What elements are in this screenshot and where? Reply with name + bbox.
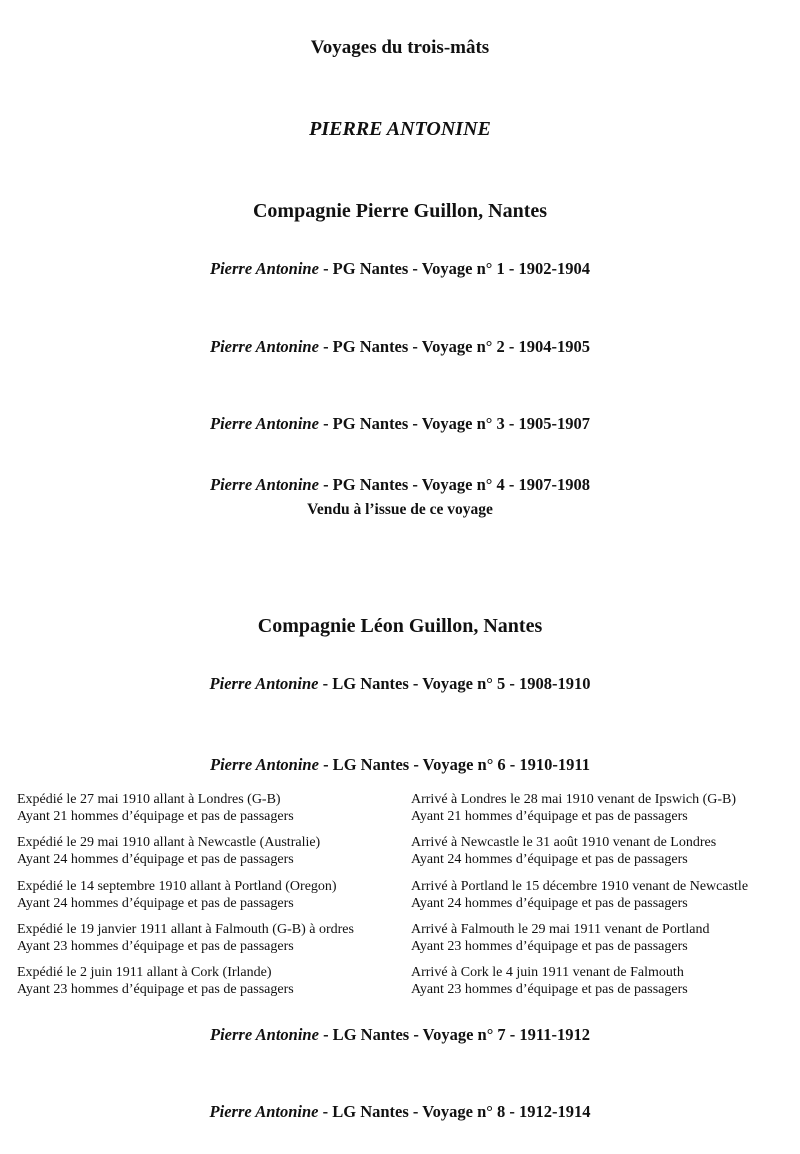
voyage-heading-3 <box>0 414 800 434</box>
arrival-text: Arrivé à Londres le 28 mai 1910 venant de Ipswich (G-B) <box>411 792 737 807</box>
voyage-ship-name: Pierre Antonine <box>209 755 319 774</box>
voyage-heading-8 <box>0 1102 800 1122</box>
departure-text: Expédié le 2 juin 1911 allant à Cork (Irlande) <box>17 965 272 980</box>
voyage-ship-name: Pierre Antonine <box>209 674 319 693</box>
departure-entry <box>17 964 294 998</box>
voyage-ship-name: Pierre Antonine <box>209 1025 319 1044</box>
departure-entry <box>17 878 337 912</box>
voyage-label: - LG Nantes - Voyage n° 6 - 1910-1911 <box>318 755 591 774</box>
arrival-text: Arrivé à Newcastle le 31 août 1910 venant de Londres <box>411 835 717 850</box>
document-title: Voyages du trois-mâts <box>310 37 490 58</box>
arrival-entry <box>411 878 748 912</box>
departure-text: Expédié le 27 mai 1910 allant à Londres (G-B) <box>17 792 281 807</box>
voyage-label: - PG Nantes - Voyage n° 3 - 1905-1907 <box>318 414 590 433</box>
ship-name-title: PIERRE ANTONINE <box>309 118 491 140</box>
voyage-label: - LG Nantes - Voyage n° 8 - 1912-1914 <box>318 1102 591 1121</box>
voyage-label: - PG Nantes - Voyage n° 2 - 1904-1905 <box>318 337 590 356</box>
arrival-crew-text: Ayant 24 hommes d’équipage et pas de passagers <box>411 896 688 911</box>
arrival-entry <box>411 921 709 955</box>
voyage-heading-6 <box>0 755 800 775</box>
voyage-label: - PG Nantes - Voyage n° 1 - 1902-1904 <box>318 259 590 278</box>
departure-crew-text: Ayant 24 hommes d’équipage et pas de passagers <box>17 896 294 911</box>
departure-crew-text: Ayant 21 hommes d’équipage et pas de passagers <box>17 809 294 824</box>
voyage-ship-name: Pierre Antonine <box>209 475 319 494</box>
voyage-label: - LG Nantes - Voyage n° 5 - 1908-1910 <box>318 674 591 693</box>
voyage-heading-5 <box>0 674 800 694</box>
arrival-text: Arrivé à Portland le 15 décembre 1910 venant de Newcastle <box>411 879 749 894</box>
arrival-crew-text: Ayant 24 hommes d’équipage et pas de passagers <box>411 852 688 867</box>
voyage-label: - PG Nantes - Voyage n° 4 - 1907-1908 <box>318 475 590 494</box>
departure-crew-text: Ayant 23 hommes d’équipage et pas de passagers <box>17 982 294 997</box>
voyage-heading-4 <box>0 475 800 495</box>
voyage-heading-7 <box>0 1025 800 1045</box>
arrival-entry <box>411 964 688 998</box>
voyage-heading-1 <box>0 259 800 279</box>
arrival-text: Arrivé à Falmouth le 29 mai 1911 venant de Portland <box>411 922 710 937</box>
arrival-crew-text: Ayant 21 hommes d’équipage et pas de passagers <box>411 809 688 824</box>
company-heading-leon-guillon: Compagnie Léon Guillon, Nantes <box>257 615 543 637</box>
voyage-note-sold: Vendu à l’issue de ce voyage <box>307 501 493 518</box>
voyage-ship-name: Pierre Antonine <box>209 414 319 433</box>
arrival-text: Arrivé à Cork le 4 juin 1911 venant de Falmouth <box>411 965 684 980</box>
arrival-entry <box>411 791 736 825</box>
voyage-label: - LG Nantes - Voyage n° 7 - 1911-1912 <box>318 1025 591 1044</box>
company-heading-pierre-guillon: Compagnie Pierre Guillon, Nantes <box>252 200 548 222</box>
departure-crew-text: Ayant 24 hommes d’équipage et pas de passagers <box>17 852 294 867</box>
departure-entry <box>17 791 294 825</box>
voyage-ship-name: Pierre Antonine <box>209 1102 319 1121</box>
arrival-crew-text: Ayant 23 hommes d’équipage et pas de passagers <box>411 939 688 954</box>
voyage-heading-2 <box>0 337 800 357</box>
departure-entry <box>17 921 354 955</box>
departure-entry <box>17 834 320 868</box>
voyage-ship-name: Pierre Antonine <box>209 259 319 278</box>
arrival-entry <box>411 834 716 868</box>
departure-text: Expédié le 29 mai 1910 allant à Newcastle (Australie) <box>17 835 321 850</box>
departure-crew-text: Ayant 23 hommes d’équipage et pas de passagers <box>17 939 294 954</box>
arrival-crew-text: Ayant 23 hommes d’équipage et pas de passagers <box>411 982 688 997</box>
departure-text: Expédié le 14 septembre 1910 allant à Portland (Oregon) <box>17 879 337 894</box>
voyage-ship-name: Pierre Antonine <box>209 337 319 356</box>
departure-text: Expédié le 19 janvier 1911 allant à Falmouth (G-B) à ordres <box>17 922 354 937</box>
